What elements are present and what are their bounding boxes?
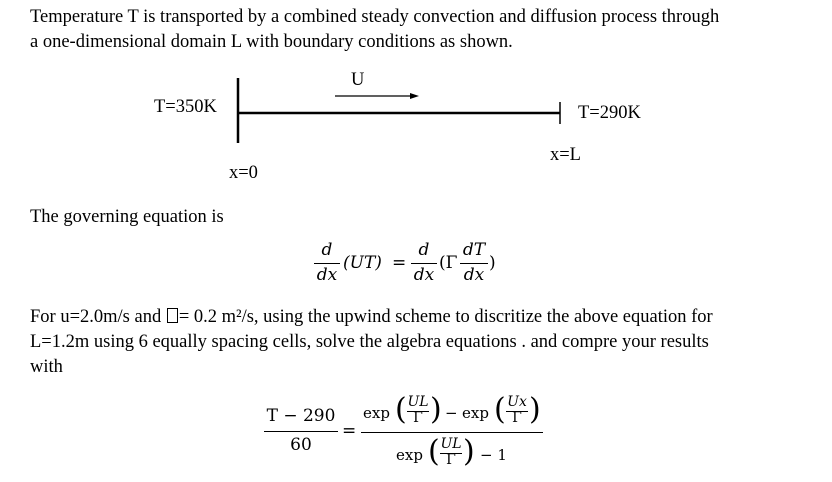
gamma-denominator-2: Γ — [512, 410, 522, 426]
velocity-arrow-head — [410, 93, 419, 99]
problem-line-2: L=1.2m using 6 equally spacing cells, solve the algebra equations . and compre your results — [30, 332, 709, 352]
lhs-denominator: 60 — [290, 435, 312, 455]
paren-open-3: ( — [428, 434, 440, 469]
governing-equation — [300, 238, 530, 294]
exp-1: exp — [363, 404, 390, 422]
analytic-equals: = — [342, 421, 357, 441]
minus-sign: − — [445, 404, 458, 422]
Ux-numerator: Ux — [507, 394, 527, 410]
paren-open-2: ( — [494, 392, 506, 427]
equals-sign: = — [392, 253, 407, 273]
problem-line-1a: For u=2.0m/s and — [30, 307, 166, 327]
dx-denominator-3: dx — [463, 265, 485, 285]
missing-glyph-icon — [167, 308, 178, 323]
fraction-bar-2 — [411, 263, 437, 264]
problem-paragraph — [30, 305, 713, 380]
paren-open-1: ( — [395, 392, 407, 427]
analytic-solution — [262, 392, 552, 480]
UL-numerator-1: UL — [407, 394, 429, 410]
gamma-open: (Γ — [439, 253, 458, 273]
paren-close-3: ) — [463, 434, 475, 469]
paren-close-2: ) — [529, 392, 541, 427]
problem-line-1 — [30, 305, 713, 330]
velocity-label: U — [351, 70, 365, 90]
dx-denominator-1: dx — [316, 265, 338, 285]
fraction-bar-3 — [460, 263, 488, 264]
d-numerator-2: d — [418, 240, 430, 260]
governing-intro: The governing equation is — [30, 207, 224, 227]
rhs-fraction-bar — [361, 432, 543, 433]
problem-line-3: with — [30, 357, 63, 377]
UL-numerator-2: UL — [440, 436, 462, 452]
exp-3: exp — [396, 446, 423, 464]
UT-term: (UT) — [343, 253, 382, 273]
xL-label: x=L — [550, 145, 581, 165]
dT-numerator: dT — [462, 240, 486, 260]
lhs-fraction-bar — [264, 431, 338, 432]
gamma-denominator-1: Γ — [413, 410, 423, 426]
d-numerator-1: d — [321, 240, 333, 260]
gamma-denominator-3: Γ — [446, 452, 456, 468]
intro-line-1: Temperature T is transported by a combined steady convection and diffusion process through — [30, 7, 720, 27]
paren-close-1: ) — [430, 392, 442, 427]
minus-one: − 1 — [480, 446, 507, 464]
exp-2: exp — [462, 404, 489, 422]
dx-denominator-2: dx — [413, 265, 435, 285]
lhs-numerator: T − 290 — [266, 406, 336, 426]
problem-line-1b: = 0.2 m²/s, using the upwind scheme to discritize the above equation for — [178, 307, 713, 327]
fraction-bar-1 — [314, 263, 340, 264]
paren-close: ) — [489, 253, 496, 273]
intro-line-2: a one-dimensional domain L with boundary conditions as shown. — [30, 32, 513, 52]
left-boundary-label: T=350K — [154, 97, 217, 117]
right-boundary-label: T=290K — [578, 103, 641, 123]
x0-label: x=0 — [229, 163, 258, 183]
